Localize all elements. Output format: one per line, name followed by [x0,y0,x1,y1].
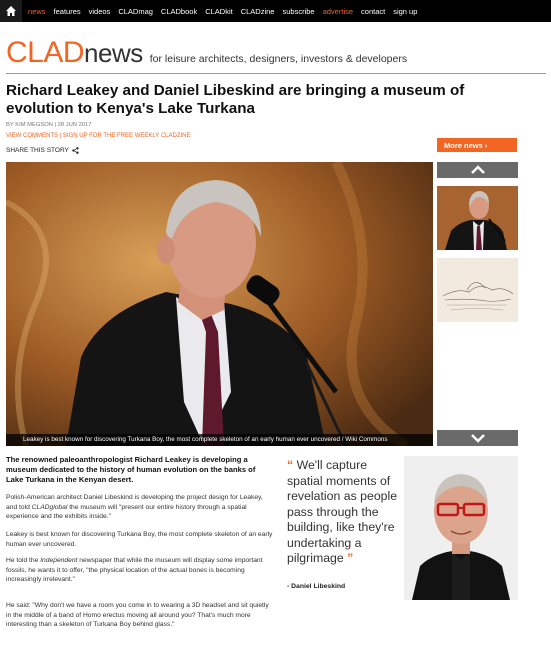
quote-author: - Daniel Libeskind [287,583,346,590]
close-quote-mark: ” [347,551,354,565]
thumbnail-sketch[interactable] [437,258,518,322]
nav-item-news[interactable]: news [28,6,46,16]
nav-item-cladbook[interactable]: CLADbook [160,6,198,16]
thumbnail-photo-leakey [437,186,518,250]
thumbnail-sketch-drawing [437,258,518,322]
nav-menu [28,7,425,16]
nav-item-contact[interactable]: contact [361,6,386,16]
article-lead: The renowned paleoanthropologist Richard Leakey is developing a museum dedicated to the history of human evolution on the banks of Lake Turkana in the Kenyan desert. [6,455,256,485]
article-paragraph-3: He told the Independent newspaper that while the museum will display some important fossils, he wants it to offer, "the physical location of the actual bones is becoming increasingly irrelevant." [6,557,263,584]
thumbnail-scroll-down[interactable] [437,430,518,446]
nav-item-cladzine[interactable]: CLADzine [240,6,275,16]
more-news-label: More news [444,141,483,150]
chevron-down-icon [470,433,486,443]
tagline: for leisure architects, designers, investors & developers [149,53,408,65]
chevron-up-icon [470,165,486,175]
logo-clad[interactable]: CLAD [6,36,85,69]
view-comments-link[interactable]: VIEW COMMENTS [6,133,58,139]
masthead-divider [6,73,546,74]
nav-item-cladmag[interactable]: CLADmag [118,6,153,16]
nav-item-sign-up[interactable]: sign up [393,6,418,16]
thumbnail-scroll-up[interactable] [437,162,518,178]
article-byline: BY KIM MEGSON | 28 JUN 2017 [6,122,92,128]
home-button[interactable] [0,0,22,22]
share-label: SHARE THIS STORY [6,147,69,154]
article-paragraph-4: He said: "Why don't we have a room you come in to wearing a 3D headset and sit quietly in the middle of a band of Homo erectus moving all around you? That's much more interesting than a skeleton of Turkana Boy behind glass." [6,602,269,629]
nav-item-cladkit[interactable]: CLADkit [205,6,233,16]
more-news-button[interactable] [437,138,517,152]
pull-quote [287,458,402,567]
masthead [6,36,407,70]
nav-item-features[interactable]: features [53,6,81,16]
nav-item-advertise[interactable]: advertise [322,6,354,16]
signup-cladzine-link[interactable]: SIGN UP FOR THE FREE WEEKLY CLADZINE [62,133,191,139]
article-paragraph-2: Leakey is best known for discovering Turkana Boy, the most complete skeleton of an early human ever uncovered. [6,531,273,548]
portrait-photo-libeskind [404,456,518,600]
article-headline: Richard Leakey and Daniel Libeskind are bringing a museum of evolution to Kenya's Lake Turkana [6,82,465,117]
libeskind-portrait [404,456,518,600]
pull-quote-text: We'll capture spatial moments of revelation as people pass through the building, like they're undertaking a pilgrimage [287,458,398,565]
chevron-right-icon: › [484,141,488,150]
article-paragraph-1: Polish-American architect Daniel Libeskind is developing the project design for Leakey, and told CLADglobal the museum will "present our entire history through a spatial experience and the exhibits inside." [6,494,263,521]
hero-caption: Leakey is best known for discovering Turkana Boy, the most complete skeleton of an early human ever uncovered / Wiki Commons [6,434,433,446]
logo-news[interactable]: news [84,38,143,68]
hero-image[interactable] [6,162,433,446]
nav-item-videos[interactable]: videos [88,6,111,16]
share-icon[interactable] [72,147,79,154]
link-separator: | [58,133,63,139]
open-quote-mark: “ [287,458,294,472]
home-icon [5,5,17,17]
top-navigation [0,0,551,22]
hero-photo-leakey [6,162,433,446]
nav-item-subscribe[interactable]: subscribe [282,6,315,16]
thumbnail-leakey[interactable] [437,186,518,250]
share-story[interactable] [6,147,79,154]
article-links [6,133,191,139]
